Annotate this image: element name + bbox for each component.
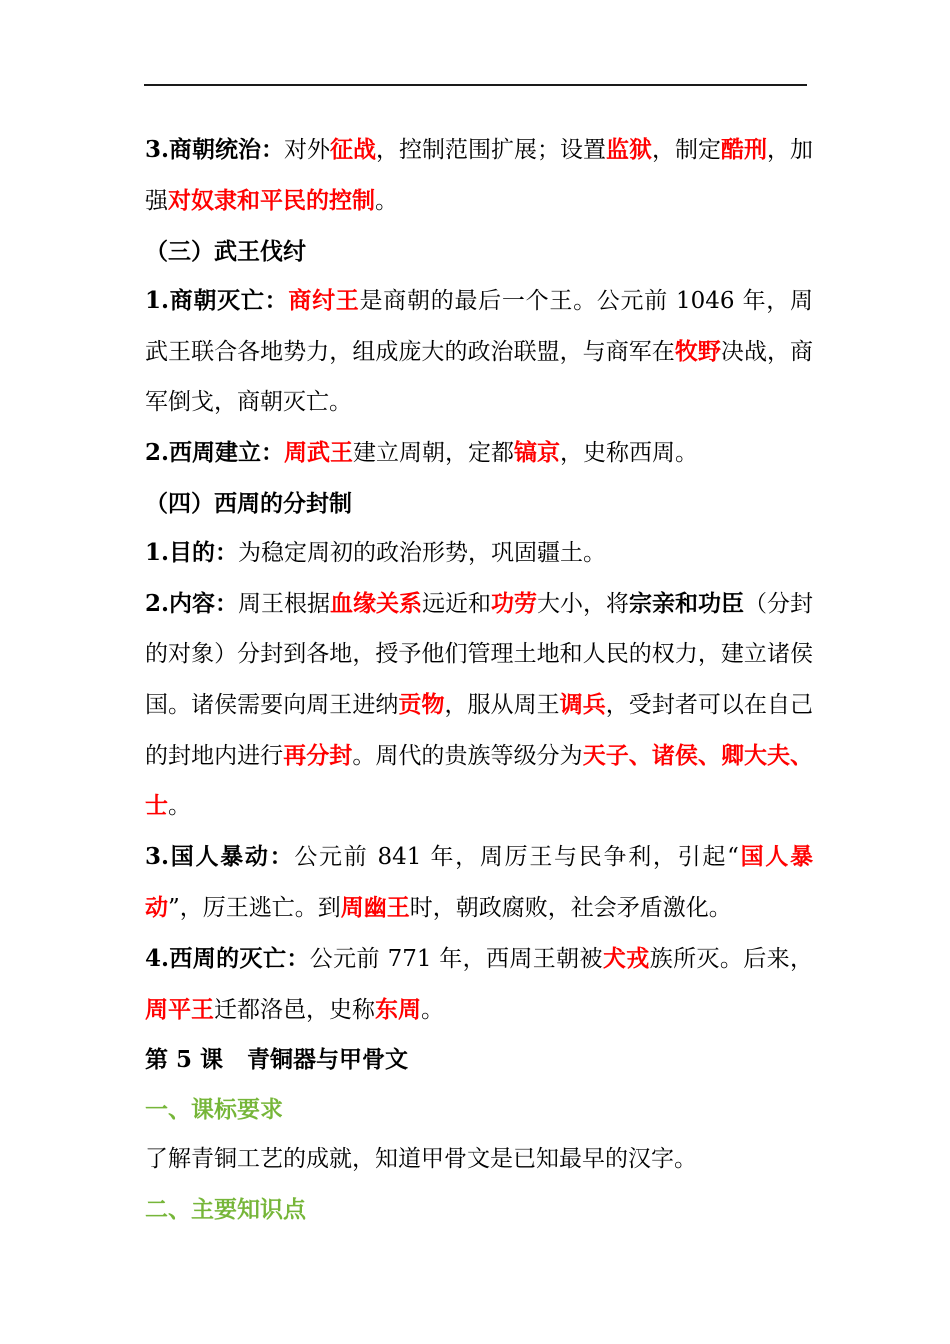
lesson-name: 青铜器与甲骨文 [247,1046,409,1074]
paragraph-zhou-fall [145,934,813,1036]
text: ，史称西周。 [560,439,699,466]
paragraph-shang-fall [145,276,813,427]
text: 大小，将 [537,591,630,618]
text: ，制定 [652,137,722,163]
text: 族所灭。后来， [649,945,814,972]
keyword: 周幽王 [340,893,410,921]
paragraph-standards: 了解青铜工艺的成就，知道甲骨文是已知最早的汉字。 [145,1145,697,1172]
text: 。周代的贵族等级分为 [352,742,583,769]
text: 为稳定周初的政治形势，巩固疆土。 [238,540,607,567]
keyword: 东周 [375,995,421,1023]
keyword: 镐京 [514,438,561,466]
part-heading-standards: 一、课标要求 [145,1096,283,1124]
text: 周王根据 [238,591,331,618]
text: 公元前 841 年，周厉王与民争利，引起“ [294,844,739,871]
text: 远近和 [422,591,492,618]
keyword: 国人暴动 [145,843,814,921]
text: ，控制范围扩展；设置 [376,137,607,163]
text: ，受封者可以在自己的封地内进行 [145,691,814,769]
separator: 、 [697,741,721,769]
section-heading-wuwang: （三）武王伐纣 [145,237,306,265]
text: ，服从周王 [444,691,560,718]
text: 。 [421,996,444,1023]
text: ”，厉王逃亡。到 [168,894,341,921]
item-label: 3.国人暴动： [145,843,295,871]
keyword: 牧野 [674,338,721,366]
lesson-title [145,1035,813,1085]
keyword: 贡物 [398,690,445,718]
bold-term: 宗亲和功臣 [629,590,745,618]
lesson-number: 第 5 课 [145,1046,224,1074]
keyword: 征战 [330,136,377,163]
text: 是商朝的最后一个王。公元前 1046 年，周武王联合各地势力，组成庞大的政治联盟，与商军在 [145,288,814,366]
document-body [145,125,813,1235]
keyword: 调兵 [559,690,606,718]
text: 公元前 771 年，西周王朝被 [309,945,603,972]
keyword: 商纣王 [288,287,360,315]
text: ，加强 [145,137,814,214]
text: 对外 [284,137,331,163]
paragraph-western-zhou [145,428,813,479]
separator: 、 [628,741,652,769]
keyword: 士 [145,792,168,820]
paragraph-content [145,579,813,832]
keyword: 对奴隶和平民的控制 [168,186,375,214]
paragraph-purpose [145,528,813,579]
keyword: 诸侯 [651,741,698,769]
text: 迁都洛邑，史称 [214,996,375,1023]
separator: 、 [790,741,814,769]
item-label: 3.商朝统治： [145,136,285,163]
keyword: 周武王 [284,438,354,466]
keyword: 功劳 [491,590,538,618]
header-rule [144,84,807,86]
text: 建立周朝，定都 [353,439,515,466]
keyword: 天子 [582,741,629,769]
keyword: 血缘关系 [330,590,423,618]
keyword: 再分封 [283,741,353,769]
item-label: 4.西周的灭亡： [145,944,310,972]
item-label: 2.西周建立： [145,438,285,466]
section-heading-fenfeng: （四）西周的分封制 [145,489,352,517]
keyword: 酷刑 [721,136,768,163]
text: （分封的对象）分封到各地，授予他们管理土地和人民的权力，建立诸侯国。诸侯需要向周王进纳 [145,591,814,718]
part-heading-knowledge: 二、主要知识点 [145,1195,306,1223]
keyword: 周平王 [145,995,214,1023]
keyword: 监狱 [606,136,653,163]
keyword: 卿大夫 [720,741,791,769]
item-label: 1.目的： [145,539,239,567]
paragraph-uprising [145,832,813,934]
item-label: 1.商朝灭亡： [145,287,289,315]
paragraph-shang-rule [145,125,813,227]
text: 。 [168,793,191,820]
text: 决战，商军倒戈，商朝灭亡。 [145,339,814,415]
text: 。 [375,187,398,214]
text: 时，朝政腐败，社会矛盾激化。 [409,894,732,921]
keyword: 犬戎 [602,944,650,972]
item-label: 2.内容： [145,590,239,618]
